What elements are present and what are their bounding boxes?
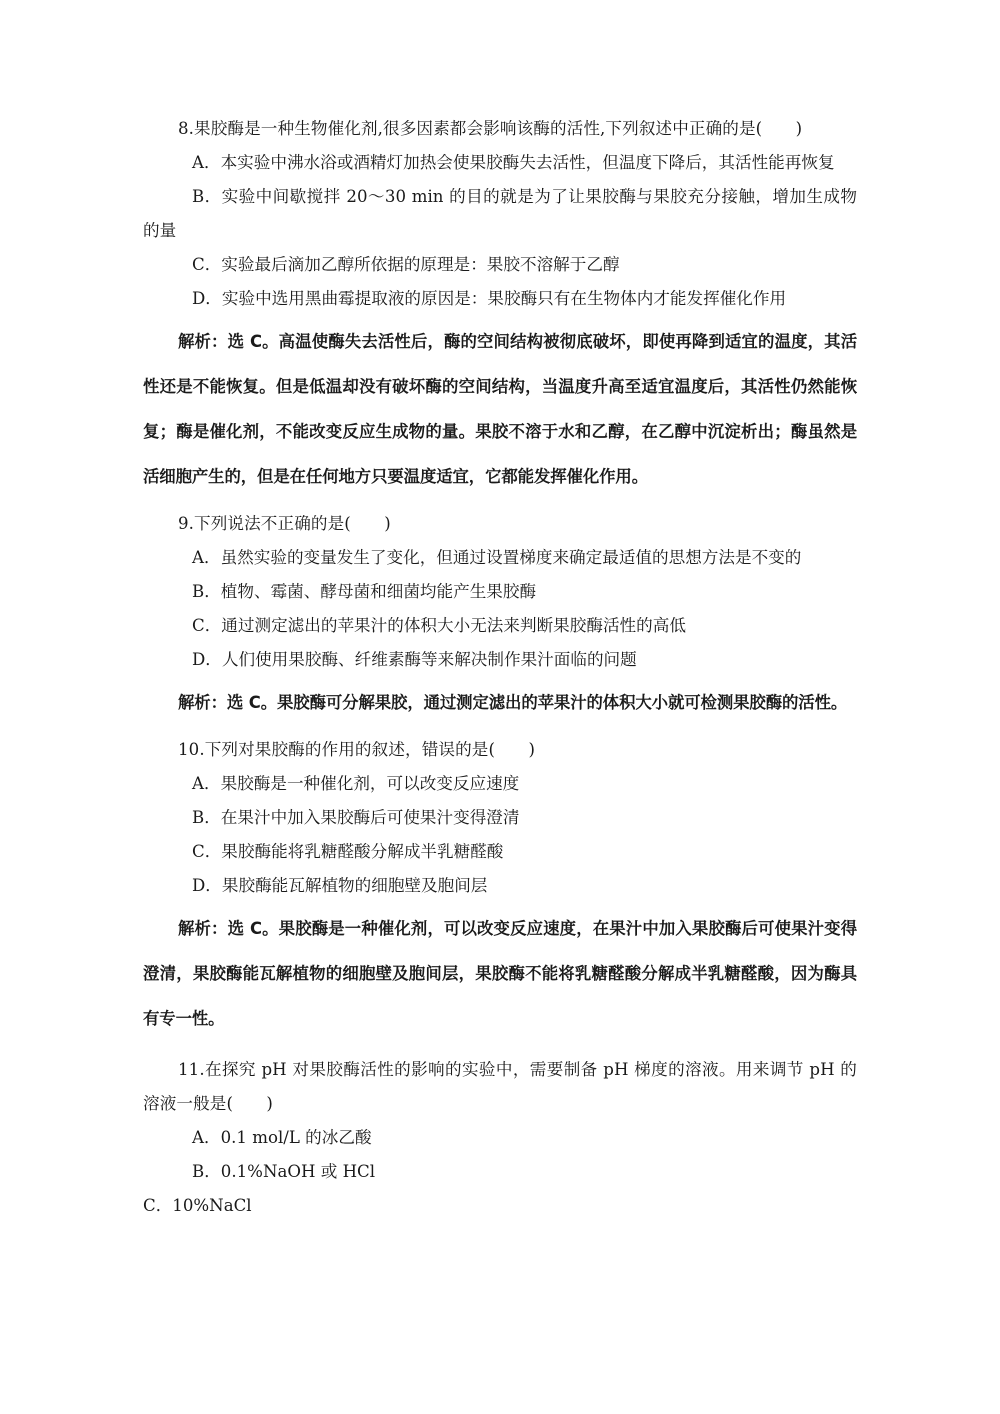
question-9-option-c[interactable]: C．通过测定滤出的苹果汁的体积大小无法来判断果胶酶活性的高低 bbox=[192, 616, 686, 635]
question-block-10 bbox=[143, 733, 857, 1041]
question-stem-10: 10.下列对果胶酶的作用的叙述，错误的是( ) bbox=[178, 740, 536, 759]
question-9-option-b[interactable]: B．植物、霉菌、酵母菌和细菌均能产生果胶酶 bbox=[192, 582, 537, 601]
question-8-option-c[interactable]: C．实验最后滴加乙醇所依据的原理是：果胶不溶解于乙醇 bbox=[192, 255, 620, 274]
question-9-option-d[interactable]: D．人们使用果胶酶、纤维素酶等来解决制作果汁面临的问题 bbox=[192, 650, 637, 669]
question-stem-9: 9.下列说法不正确的是( ) bbox=[178, 514, 391, 533]
page-content bbox=[143, 112, 857, 1223]
question-11-option-c[interactable]: C．10%NaCl bbox=[143, 1196, 252, 1215]
question-9-option-a[interactable]: A．虽然实验的变量发生了变化，但通过设置梯度来确定最适值的思想方法是不变的 bbox=[192, 548, 802, 567]
question-8-option-a[interactable]: A．本实验中沸水浴或酒精灯加热会使果胶酶失去活性，但温度下降后，其活性能再恢复 bbox=[192, 153, 835, 172]
question-8-option-d[interactable]: D．实验中选用黑曲霉提取液的原因是：果胶酶只有在生物体内才能发挥催化作用 bbox=[192, 289, 787, 308]
question-11-option-a[interactable]: A．0.1 mol/L 的冰乙酸 bbox=[192, 1128, 372, 1147]
spacer bbox=[143, 1041, 857, 1053]
question-block-8 bbox=[143, 112, 857, 499]
spacer bbox=[143, 499, 857, 507]
question-10-option-d[interactable]: D．果胶酶能瓦解植物的细胞壁及胞间层 bbox=[192, 876, 488, 895]
question-block-11 bbox=[143, 1053, 857, 1223]
question-stem-11: 11.在探究 pH 对果胶酶活性的影响的实验中，需要制备 pH 梯度的溶液。用来调节 pH 的溶液一般是( ) bbox=[143, 1060, 857, 1113]
question-10-option-b[interactable]: B．在果汁中加入果胶酶后可使果汁变得澄清 bbox=[192, 808, 520, 827]
question-8-explanation: 解析：选 C。高温使酶失去活性后，酶的空间结构被彻底破坏，即使再降到适宜的温度，其活性还是不能恢复。但是低温却没有破坏酶的空间结构，当温度升高至适宜温度后，其活性仍然能恢复；酶是催化剂，不能改变反应生成物的量。果胶不溶于水和乙醇，在乙醇中沉淀析出；酶虽然是活细胞产生的，但是在任何地方只要温度适宜，它都能发挥催化作用。 bbox=[143, 332, 857, 486]
question-stem-8: 8.果胶酶是一种生物催化剂,很多因素都会影响该酶的活性,下列叙述中正确的是( ) bbox=[178, 119, 803, 138]
question-10-option-a[interactable]: A．果胶酶是一种催化剂，可以改变反应速度 bbox=[192, 774, 520, 793]
question-8-option-b[interactable]: B．实验中间歇搅拌 20～30 min 的目的就是为了让果胶酶与果胶充分接触，增加生成物的量 bbox=[143, 187, 857, 240]
question-9-explanation: 解析：选 C。果胶酶可分解果胶，通过测定滤出的苹果汁的体积大小就可检测果胶酶的活性。 bbox=[178, 693, 848, 712]
question-10-explanation: 解析：选 C。果胶酶是一种催化剂，可以改变反应速度，在果汁中加入果胶酶后可使果汁变得澄清，果胶酶能瓦解植物的细胞壁及胞间层，果胶酶不能将乳糖醛酸分解成半乳糖醛酸，因为酶具有专一性。 bbox=[143, 919, 857, 1028]
question-10-option-c[interactable]: C．果胶酶能将乳糖醛酸分解成半乳糖醛酸 bbox=[192, 842, 504, 861]
question-block-9 bbox=[143, 507, 857, 725]
question-11-option-b[interactable]: B．0.1%NaOH 或 HCl bbox=[192, 1162, 376, 1181]
spacer bbox=[143, 725, 857, 733]
